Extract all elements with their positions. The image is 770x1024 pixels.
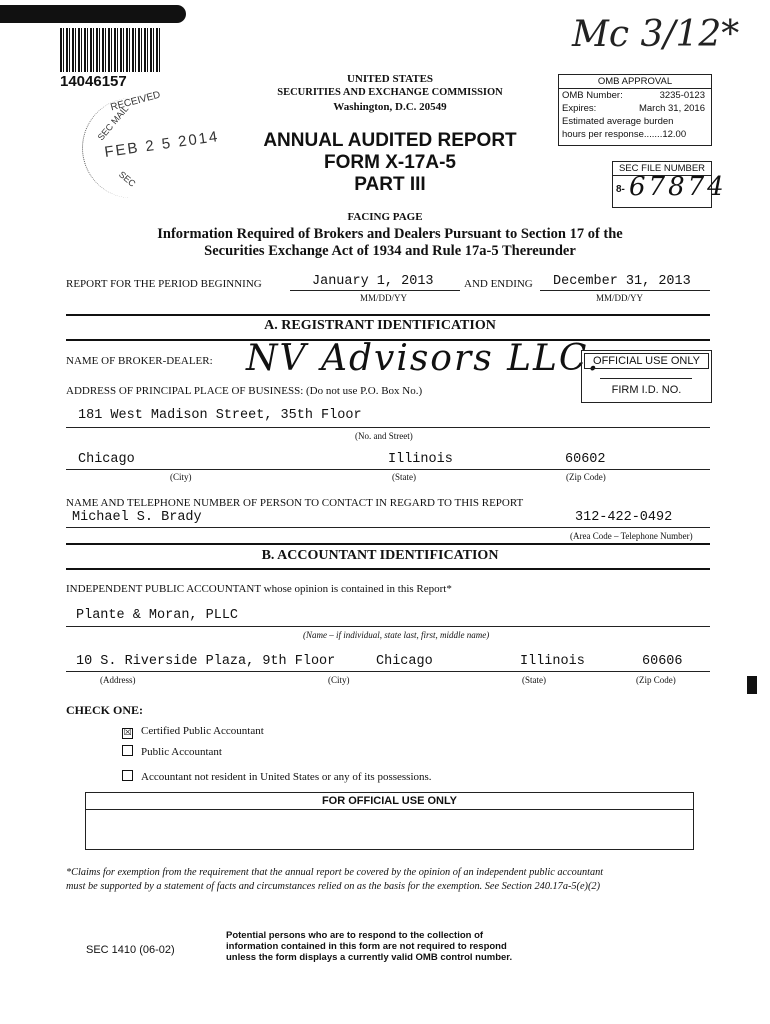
checkbox-nonresident[interactable] [122, 770, 133, 781]
street-caption: (No. and Street) [355, 431, 413, 441]
period-begin-value[interactable]: January 1, 2013 [312, 274, 434, 289]
agency-block [250, 72, 530, 114]
b-state-caption: (State) [522, 675, 546, 685]
omb-number-value: 3235-0123 [659, 90, 705, 101]
contact-underline [66, 527, 710, 528]
a-zip-value[interactable]: 60602 [565, 452, 606, 467]
contact-label: NAME AND TELEPHONE NUMBER OF PERSON TO CONTACT IN REGARD TO THIS REPORT [66, 497, 524, 509]
official-use-label: OFFICIAL USE ONLY [584, 353, 709, 369]
stamp-arc [82, 98, 233, 198]
sec-file-label: SEC FILE NUMBER [613, 162, 711, 176]
agency-line-3: Washington, D.C. 20549 [333, 101, 447, 113]
handwritten-initials: Mc 3/12* [572, 14, 740, 55]
period-end-label: AND ENDING [464, 278, 533, 290]
official-use-only-label: FOR OFFICIAL USE ONLY [86, 793, 693, 810]
agency-line-2: SECURITIES AND EXCHANGE COMMISSION [277, 87, 503, 98]
section-b-bottom-rule [66, 568, 710, 570]
form-line: FORM X-17A-5 [324, 152, 456, 173]
check-one-label: CHECK ONE: [66, 703, 144, 717]
omb-burden-1: Estimated average burden [562, 116, 674, 127]
period-begin-underline [290, 290, 460, 291]
omb-expires-label: Expires: [562, 103, 597, 114]
b-zip-value[interactable]: 60606 [642, 654, 683, 669]
accountant-underline [66, 626, 710, 627]
option-cpa[interactable] [122, 725, 264, 739]
official-use-blank [600, 378, 692, 379]
phone-caption: (Area Code – Telephone Number) [570, 531, 693, 541]
omb-approval-box [558, 74, 712, 146]
report-title [250, 130, 530, 196]
contact-phone[interactable]: 312-422-0492 [575, 510, 673, 525]
scan-mark [747, 676, 757, 694]
section-b-heading: B. ACCOUNTANT IDENTIFICATION [261, 548, 499, 563]
facing-page: FACING PAGE [347, 211, 423, 223]
section-a-heading: A. REGISTRANT IDENTIFICATION [264, 318, 496, 333]
received-stamp [82, 90, 242, 210]
option-cpa-label: Certified Public Accountant [141, 725, 264, 737]
part-line: PART III [354, 174, 426, 195]
a-city-underline [66, 469, 710, 470]
footnote [66, 866, 726, 894]
sec-file-handwritten: 67874 [629, 172, 727, 202]
b-city-caption: (City) [328, 675, 350, 685]
a-state-value[interactable]: Illinois [388, 452, 453, 467]
scan-bar [0, 5, 186, 23]
stamp-date: FEB 2 5 2014 [103, 128, 221, 161]
footnote-line-1: *Claims for exemption from the requirement that the annual report be covered by the opinion of an independent public accountant [66, 867, 604, 878]
b-address-value[interactable]: 10 S. Riverside Plaza, 9th Floor [76, 654, 336, 669]
omb-notice [226, 930, 512, 963]
b-state-value[interactable]: Illinois [520, 654, 585, 669]
sec-file-number-box [612, 161, 727, 208]
period-end-format: MM/DD/YY [596, 293, 644, 303]
official-use-only-box [85, 792, 694, 850]
street-underline [66, 427, 710, 428]
period-end-underline [540, 290, 710, 291]
period-end-value[interactable]: December 31, 2013 [553, 274, 691, 289]
a-city-value[interactable]: Chicago [78, 452, 135, 467]
omb-expires-value: March 31, 2016 [638, 103, 705, 114]
a-city-caption: (City) [170, 472, 192, 482]
stamp-received: RECEIVED [109, 89, 162, 114]
omb-title: OMB APPROVAL [559, 75, 711, 89]
broker-value[interactable]: NV Advisors LLC. [246, 338, 601, 379]
a-zip-caption: (Zip Code) [566, 472, 606, 482]
b-address-caption: (Address) [100, 675, 136, 685]
notice-line-3: unless the form displays a currently valid OMB control number. [226, 952, 513, 963]
contact-name[interactable]: Michael S. Brady [72, 510, 202, 525]
omb-burden-2: hours per response.......12.00 [562, 129, 687, 140]
a-state-caption: (State) [392, 472, 416, 482]
barcode [60, 28, 160, 72]
broker-label: NAME OF BROKER-DEALER: [66, 355, 213, 367]
option-nonresident[interactable] [122, 770, 432, 783]
b-city-value[interactable]: Chicago [376, 654, 433, 669]
footnote-line-2: must be supported by a statement of facts and circumstances relied on as the basis for the exemption. See Section 240.17a-5(e)(2) [66, 881, 600, 892]
section-b-top-rule [66, 543, 710, 545]
firm-id-label: FIRM I.D. NO. [611, 384, 682, 396]
b-zip-caption: (Zip Code) [636, 675, 676, 685]
notice-line-2: information contained in this form are not required to respond [226, 941, 507, 952]
period-begin-format: MM/DD/YY [360, 293, 408, 303]
period-begin-label: REPORT FOR THE PERIOD BEGINNING [66, 278, 262, 290]
omb-number-label: OMB Number: [562, 90, 623, 101]
street-value[interactable]: 181 West Madison Street, 35th Floor [78, 408, 362, 423]
option-nonresident-label: Accountant not resident in United States or any of its possessions. [141, 771, 432, 783]
agency-line-1: UNITED STATES [346, 73, 434, 85]
form-code: SEC 1410 (06-02) [86, 944, 175, 956]
info-line-1: Information Required of Brokers and Dealers Pursuant to Section 17 of the [157, 226, 623, 242]
info-line-2: Securities Exchange Act of 1934 and Rule 17a-5 Thereunder [204, 243, 576, 259]
option-pa-label: Public Accountant [141, 746, 222, 758]
stamp-bottom: SEC [116, 169, 138, 189]
b-address-underline [66, 671, 710, 672]
accountant-value[interactable]: Plante & Moran, PLLC [76, 608, 239, 623]
checkbox-pa[interactable] [122, 745, 133, 756]
stamp-sec-mail: SEC MAIL [95, 103, 131, 143]
sec-file-prefix: 8- [616, 184, 625, 195]
doc-number: 14046157 [60, 73, 127, 90]
official-use-box [581, 350, 712, 403]
address-label: ADDRESS OF PRINCIPAL PLACE OF BUSINESS: (Do not use P.O. Box No.) [66, 385, 423, 397]
title-line: ANNUAL AUDITED REPORT [263, 130, 517, 151]
checkbox-cpa[interactable]: ☒ [123, 728, 132, 738]
notice-line-1: Potential persons who are to respond to the collection of [226, 930, 484, 941]
option-pa[interactable] [122, 745, 222, 758]
name-caption: (Name – if individual, state last, first, middle name) [303, 630, 490, 640]
section-a-top-rule [66, 314, 710, 316]
accountant-label: INDEPENDENT PUBLIC ACCOUNTANT whose opinion is contained in this Report* [66, 583, 452, 595]
